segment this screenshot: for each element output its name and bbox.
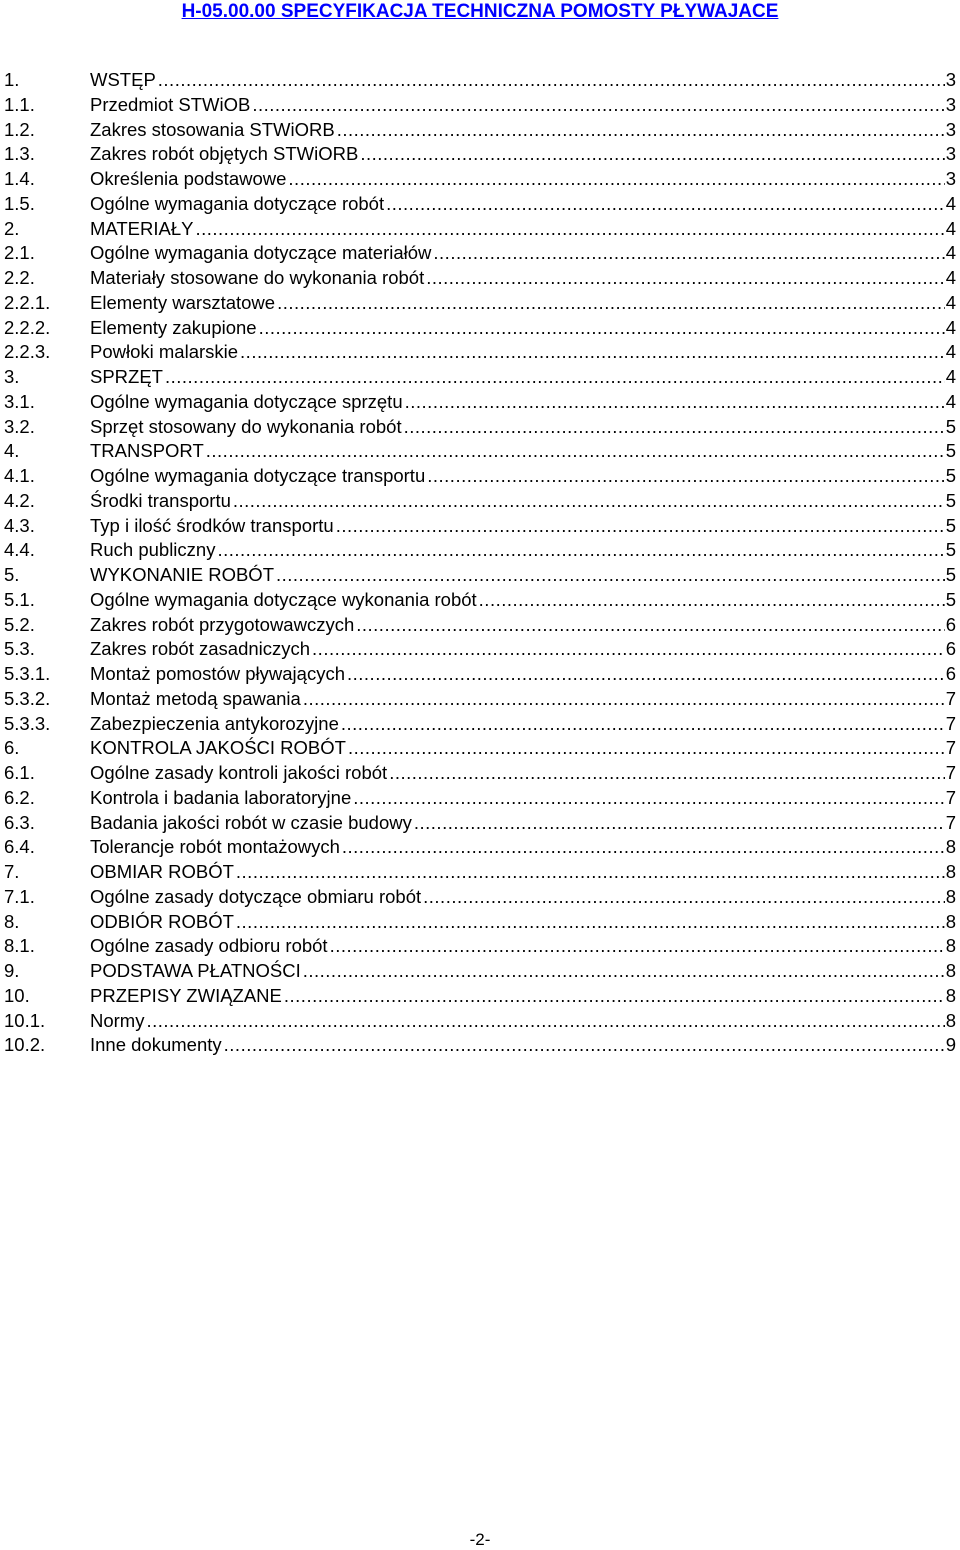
- toc-entry[interactable]: [0, 613, 960, 638]
- toc-entry-title: MATERIAŁY: [90, 217, 194, 239]
- toc-entry-number: 9.: [4, 960, 20, 981]
- toc-entry-number: 5.3.: [4, 638, 35, 660]
- toc-entry-page: 3: [945, 143, 956, 165]
- toc-entry-page: 6: [945, 638, 956, 660]
- toc-entry-title: KONTROLA JAKOŚCI ROBÓT: [90, 737, 346, 759]
- toc-entry[interactable]: [0, 761, 960, 786]
- toc-entry-number: 8.1.: [4, 935, 35, 957]
- toc-entry-title: Tolerancje robót montażowych: [90, 836, 340, 858]
- toc-entry-title: Ogólne wymagania dotyczące transportu: [90, 465, 426, 486]
- toc-entry-page: 4: [945, 217, 956, 239]
- toc-entry-title: Środki transportu: [90, 489, 231, 511]
- toc-dot-leader: [340, 835, 945, 860]
- toc-dot-leader: [301, 959, 945, 984]
- toc-entry-page: 5: [945, 539, 956, 561]
- toc-entry-title: Normy: [90, 1009, 145, 1031]
- toc-entry-title: WSTĘP: [90, 69, 156, 90]
- toc-entry[interactable]: [0, 786, 960, 811]
- toc-entry-title: Ogólne zasady dotyczące obmiaru robót: [90, 885, 422, 907]
- toc-entry[interactable]: [0, 68, 960, 93]
- toc-entry-number: 10.1.: [4, 1009, 46, 1031]
- toc-entry-page: 7: [945, 737, 956, 759]
- toc-dot-leader: [358, 142, 944, 167]
- toc-dot-leader: [402, 415, 945, 440]
- toc-entry[interactable]: [0, 390, 960, 415]
- toc-entry-number: 10.2.: [4, 1034, 46, 1056]
- toc-entry-page: 4: [945, 316, 956, 338]
- toc-entry-title: TRANSPORT: [90, 440, 204, 462]
- toc-entry-number: 8.: [4, 910, 20, 932]
- toc-entry-number: 1.2.: [4, 118, 35, 140]
- toc-entry-number: 5.2.: [4, 613, 35, 635]
- toc-dot-leader: [335, 118, 945, 143]
- toc-dot-leader: [334, 514, 945, 539]
- toc-entry[interactable]: [0, 538, 960, 563]
- toc-entry[interactable]: [0, 365, 960, 390]
- toc-entry[interactable]: [0, 464, 960, 489]
- toc-dot-leader: [238, 340, 945, 365]
- toc-entry-page: 3: [945, 168, 956, 189]
- toc-entry-title: WYKONANIE ROBÓT: [90, 564, 274, 585]
- toc-entry-title: Ogólne wymagania dotyczące materiałów: [90, 242, 432, 264]
- toc-entry-title: Ogólne zasady odbioru robót: [90, 935, 328, 957]
- toc-entry-title: Sprzęt stosowany do wykonania robót: [90, 415, 402, 437]
- toc-entry-page: 6: [945, 613, 956, 635]
- table-of-contents: [0, 68, 960, 1058]
- toc-entry-number: 2.2.2.: [4, 316, 51, 338]
- toc-dot-leader: [425, 464, 944, 489]
- toc-entry-number: 4.1.: [4, 465, 35, 486]
- toc-entry-title: SPRZĘT: [90, 366, 163, 387]
- toc-entry-title: Typ i ilość środków transportu: [90, 514, 334, 536]
- toc-dot-leader: [351, 786, 944, 811]
- toc-dot-leader: [274, 563, 945, 588]
- toc-dot-leader: [275, 291, 945, 316]
- toc-entry-number: 6.3.: [4, 811, 35, 833]
- toc-dot-leader: [250, 93, 944, 118]
- toc-entry-page: 5: [945, 564, 956, 585]
- toc-dot-leader: [477, 588, 945, 613]
- toc-entry[interactable]: [0, 167, 960, 192]
- toc-entry-title: Określenia podstawowe: [90, 168, 287, 189]
- toc-entry-number: 4.3.: [4, 514, 35, 536]
- toc-dot-leader: [282, 984, 945, 1009]
- toc-entry-number: 5.: [4, 564, 20, 585]
- toc-dot-leader: [339, 712, 945, 737]
- toc-dot-leader: [234, 860, 945, 885]
- toc-entry[interactable]: [0, 934, 960, 959]
- toc-entry-title: Ogólne wymagania dotyczące sprzętu: [90, 390, 403, 412]
- toc-entry[interactable]: [0, 1033, 960, 1058]
- toc-entry-page: 6: [945, 663, 956, 684]
- toc-entry-title: Ruch publiczny: [90, 539, 216, 561]
- toc-entry-page: 3: [945, 93, 956, 115]
- toc-entry[interactable]: [0, 984, 960, 1009]
- toc-entry-page: 7: [945, 786, 956, 808]
- toc-entry[interactable]: [0, 563, 960, 588]
- toc-entry-page: 5: [945, 588, 956, 610]
- toc-entry-page: 4: [945, 390, 956, 412]
- toc-entry[interactable]: [0, 959, 960, 984]
- toc-dot-leader: [231, 489, 945, 514]
- toc-entry-page: 4: [945, 242, 956, 264]
- toc-entry-title: PRZEPISY ZWIĄZANE: [90, 984, 282, 1006]
- toc-entry-title: Inne dokumenty: [90, 1034, 222, 1056]
- toc-dot-leader: [328, 934, 945, 959]
- toc-entry-title: Badania jakości robót w czasie budowy: [90, 811, 412, 833]
- toc-entry[interactable]: [0, 489, 960, 514]
- toc-entry-page: 7: [945, 762, 956, 783]
- toc-entry-number: 10.: [4, 984, 30, 1006]
- toc-entry-page: 7: [945, 811, 956, 833]
- toc-entry-number: 1.3.: [4, 143, 35, 165]
- toc-dot-leader: [286, 167, 944, 192]
- toc-entry[interactable]: [0, 835, 960, 860]
- toc-entry-number: 5.3.3.: [4, 712, 51, 734]
- toc-dot-leader: [156, 68, 945, 93]
- toc-entry-page: 8: [945, 885, 956, 907]
- toc-entry-page: 8: [945, 910, 956, 932]
- toc-dot-leader: [421, 885, 945, 910]
- toc-entry-number: 6.4.: [4, 836, 35, 858]
- toc-dot-leader: [215, 538, 944, 563]
- toc-entry[interactable]: [0, 142, 960, 167]
- toc-entry[interactable]: [0, 712, 960, 737]
- toc-dot-leader: [222, 1033, 945, 1058]
- toc-entry[interactable]: [0, 1009, 960, 1034]
- toc-entry[interactable]: [0, 736, 960, 761]
- toc-dot-leader: [412, 811, 945, 836]
- toc-entry-page: 5: [945, 514, 956, 536]
- toc-entry[interactable]: [0, 118, 960, 143]
- toc-dot-leader: [144, 1009, 944, 1034]
- toc-entry-number: 2.2.: [4, 267, 35, 288]
- toc-entry[interactable]: [0, 217, 960, 242]
- toc-entry-number: 5.3.1.: [4, 663, 51, 684]
- toc-entry[interactable]: [0, 439, 960, 464]
- toc-entry-number: 4.2.: [4, 489, 35, 511]
- toc-entry-title: OBMIAR ROBÓT: [90, 861, 234, 882]
- toc-entry[interactable]: [0, 291, 960, 316]
- toc-dot-leader: [354, 613, 944, 638]
- toc-entry-page: 5: [945, 465, 956, 486]
- toc-entry-title: Materiały stosowane do wykonania robót: [90, 267, 425, 288]
- toc-entry-page: 8: [945, 935, 956, 957]
- toc-dot-leader: [431, 241, 944, 266]
- toc-entry-number: 7.1.: [4, 885, 35, 907]
- toc-entry-page: 9: [945, 1034, 956, 1056]
- toc-entry-number: 3.: [4, 366, 20, 387]
- toc-entry[interactable]: [0, 637, 960, 662]
- toc-dot-leader: [193, 217, 944, 242]
- toc-entry-page: 5: [945, 440, 956, 462]
- toc-entry-page: 4: [945, 192, 956, 214]
- toc-entry-number: 2.2.3.: [4, 341, 51, 363]
- toc-entry-page: 7: [945, 712, 956, 734]
- toc-entry-page: 8: [945, 836, 956, 858]
- page-number: -2-: [469, 1530, 491, 1549]
- toc-entry-page: 4: [945, 366, 956, 387]
- toc-entry-number: 2.: [4, 217, 20, 239]
- toc-entry-page: 8: [945, 984, 956, 1006]
- toc-entry-number: 5.1.: [4, 588, 35, 610]
- toc-dot-leader: [204, 439, 945, 464]
- toc-entry-title: Montaż metodą spawania: [90, 687, 301, 709]
- toc-entry-page: 8: [945, 861, 956, 882]
- toc-entry[interactable]: [0, 340, 960, 365]
- toc-entry[interactable]: [0, 266, 960, 291]
- toc-entry-page: 8: [945, 960, 956, 981]
- toc-entry-number: 1.5.: [4, 192, 35, 214]
- toc-entry-number: 6.1.: [4, 762, 35, 783]
- toc-entry-page: 4: [945, 341, 956, 363]
- toc-entry[interactable]: [0, 662, 960, 687]
- toc-entry-number: 1.: [4, 69, 20, 90]
- toc-entry-title: ODBIÓR ROBÓT: [90, 910, 234, 932]
- toc-entry-title: Ogólne zasady kontroli jakości robót: [90, 762, 388, 783]
- toc-dot-leader: [346, 736, 945, 761]
- toc-dot-leader: [234, 910, 945, 935]
- toc-entry-number: 4.: [4, 440, 20, 462]
- toc-entry-number: 2.1.: [4, 242, 35, 264]
- toc-entry-title: Powłoki malarskie: [90, 341, 239, 363]
- toc-dot-leader: [403, 390, 945, 415]
- toc-entry-number: 1.4.: [4, 168, 35, 189]
- toc-entry-number: 3.1.: [4, 390, 35, 412]
- toc-entry-number: 4.4.: [4, 539, 35, 561]
- toc-entry-page: 8: [945, 1009, 956, 1031]
- toc-entry-page: 4: [945, 291, 956, 313]
- document-title: H-05.00.00 SPECYFIKACJA TECHNICZNA POMOSTY PŁYWAJACE: [181, 1, 779, 22]
- toc-entry[interactable]: [0, 192, 960, 217]
- toc-dot-leader: [384, 192, 945, 217]
- toc-entry[interactable]: [0, 910, 960, 935]
- toc-entry[interactable]: [0, 687, 960, 712]
- toc-entry-title: Zakres stosowania STWiORB: [90, 118, 335, 140]
- toc-entry[interactable]: [0, 860, 960, 885]
- toc-entry-page: 7: [945, 687, 956, 709]
- toc-entry[interactable]: [0, 241, 960, 266]
- toc-dot-leader: [424, 266, 944, 291]
- toc-entry[interactable]: [0, 415, 960, 440]
- toc-entry-page: 5: [945, 415, 956, 437]
- toc-entry-number: 2.2.1.: [4, 291, 51, 313]
- toc-entry-number: 3.2.: [4, 415, 35, 437]
- toc-entry-page: 4: [945, 267, 956, 288]
- toc-entry-title: Elementy warsztatowe: [90, 291, 276, 313]
- toc-dot-leader: [257, 316, 945, 341]
- toc-entry-number: 1.1.: [4, 93, 35, 115]
- toc-entry-page: 3: [945, 69, 956, 90]
- toc-entry-page: 5: [945, 489, 956, 511]
- toc-entry-title: Ogólne wymagania dotyczące robót: [90, 192, 385, 214]
- toc-entry-title: Kontrola i badania laboratoryjne: [90, 786, 352, 808]
- toc-entry-number: 7.: [4, 861, 20, 882]
- toc-entry-title: Zakres robót zasadniczych: [90, 638, 311, 660]
- toc-dot-leader: [345, 662, 945, 687]
- toc-dot-leader: [387, 761, 945, 786]
- toc-entry-title: Montaż pomostów pływających: [90, 663, 345, 684]
- toc-entry[interactable]: [0, 588, 960, 613]
- toc-entry-number: 6.2.: [4, 786, 35, 808]
- toc-entry-number: 5.3.2.: [4, 687, 51, 709]
- toc-entry-title: PODSTAWA PŁATNOŚCI: [90, 960, 301, 981]
- toc-entry-title: Przedmiot STWiOB: [90, 93, 251, 115]
- toc-entry[interactable]: [0, 316, 960, 341]
- toc-dot-leader: [301, 687, 945, 712]
- toc-entry-title: Zabezpieczenia antykorozyjne: [90, 712, 339, 734]
- toc-dot-leader: [163, 365, 945, 390]
- toc-entry-number: 6.: [4, 737, 20, 759]
- toc-entry[interactable]: [0, 885, 960, 910]
- toc-dot-leader: [310, 637, 945, 662]
- toc-entry-title: Ogólne wymagania dotyczące wykonania robót: [90, 588, 477, 610]
- toc-entry-title: Zakres robót objętych STWiORB: [90, 143, 359, 165]
- toc-entry[interactable]: [0, 514, 960, 539]
- toc-entry-title: Zakres robót przygotowawczych: [90, 613, 355, 635]
- toc-entry-title: Elementy zakupione: [90, 316, 257, 338]
- toc-entry[interactable]: [0, 93, 960, 118]
- toc-entry[interactable]: [0, 811, 960, 836]
- toc-entry-page: 3: [945, 118, 956, 140]
